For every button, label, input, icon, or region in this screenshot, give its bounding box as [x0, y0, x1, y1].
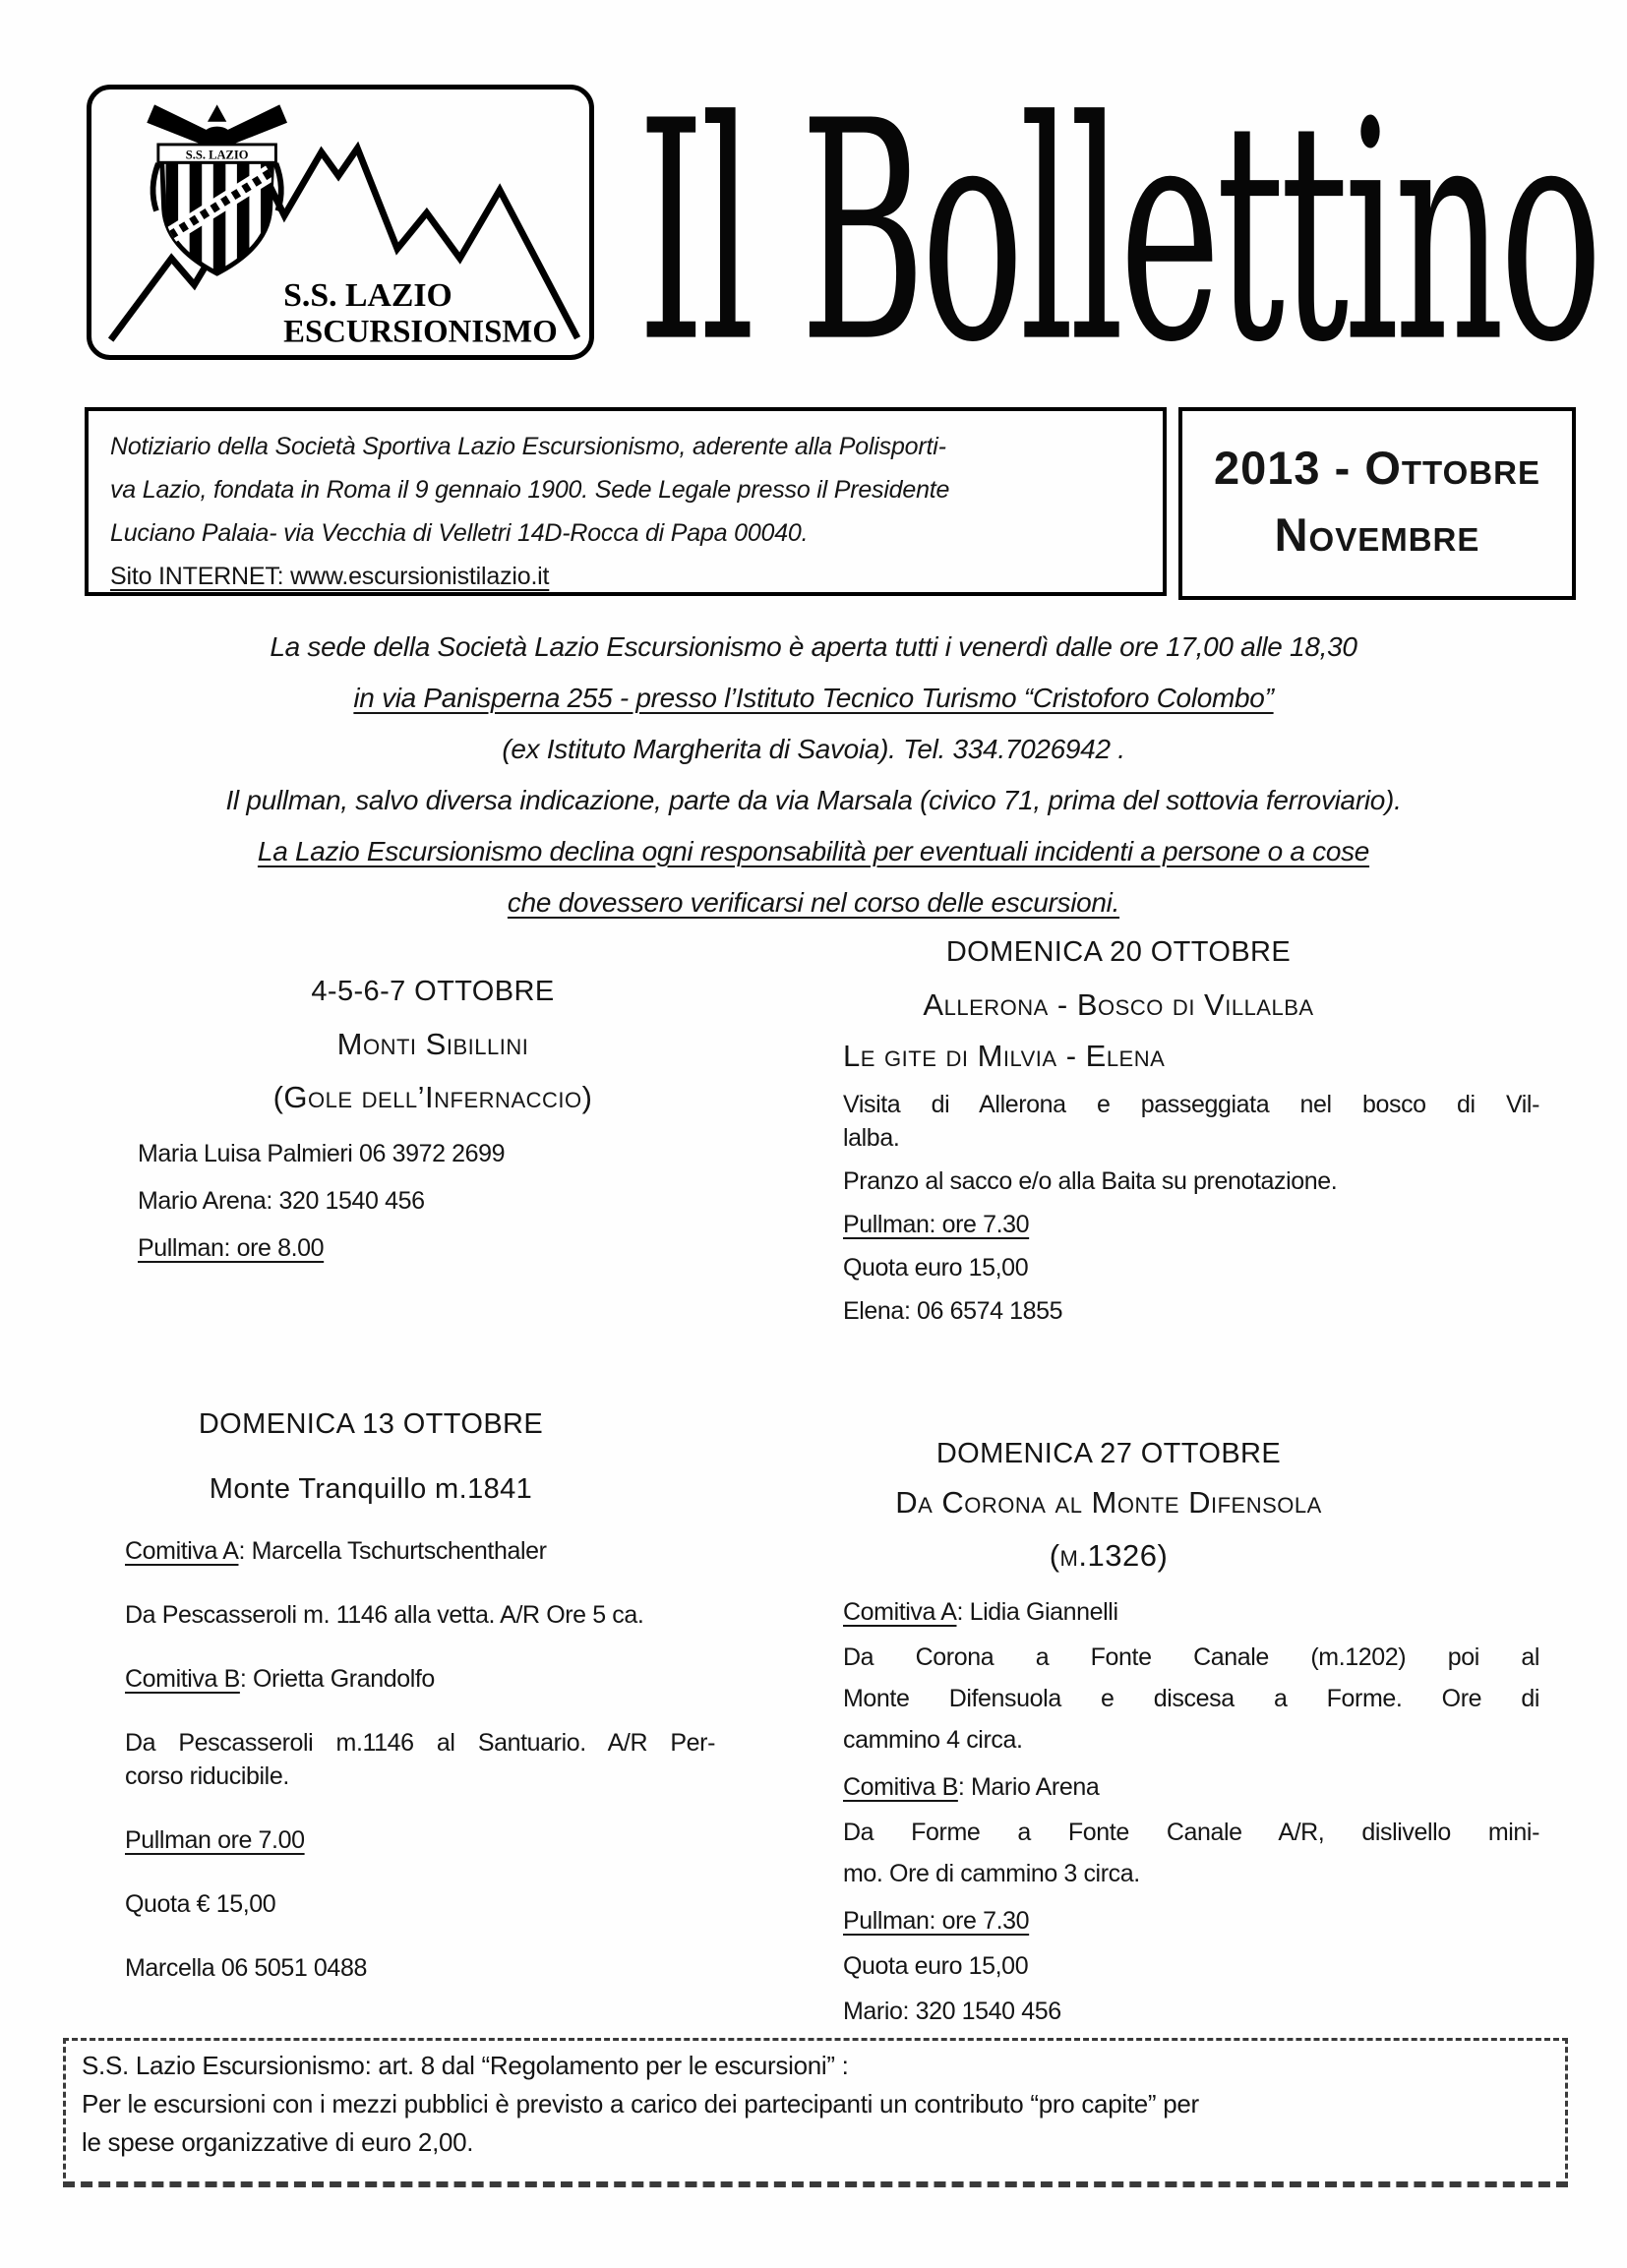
event-destination: Da Corona al Monte Difensola: [895, 1485, 1322, 1520]
event-description-line: lalba.: [843, 1124, 900, 1152]
event-route-line: mo. Ore di cammino 3 circa.: [843, 1860, 1140, 1887]
event-group-b: [125, 1662, 715, 1696]
event-destination-detail: (Gole dell’Infernaccio): [272, 1080, 593, 1114]
event-fee: Quota € 15,00: [125, 1890, 276, 1918]
notice-line: Il pullman, salvo diversa indicazione, parte da via Marsala (civico 71, prima del sottovia ferroviario).: [225, 785, 1402, 815]
left-tassel: [153, 163, 158, 210]
event-date-title: 4-5-6-7 OTTOBRE: [311, 976, 555, 1007]
event-description-line: Visita di Allerona e passeggiata nel bosco di Vil-: [843, 1091, 1539, 1118]
event-oct13: [125, 1404, 715, 1985]
group-leader: : Lidia Giannelli: [956, 1598, 1118, 1626]
masthead-title: Il Bollettino: [637, 57, 1598, 409]
event-description-line: Pranzo al sacco e/o alla Baita su prenotazione.: [843, 1167, 1338, 1195]
event-group-a: [125, 1534, 715, 1568]
event-contact: Marcella 06 5051 0488: [125, 1954, 367, 1982]
regulation-line: Per le escursioni con i mezzi pubblici è previsto a carico dei partecipanti un contributo “pro capite” per: [82, 2089, 1199, 2119]
event-bus-time: Pullman ore 7.00: [125, 1826, 305, 1854]
event-contact: Elena: 06 6574 1855: [843, 1297, 1063, 1325]
notice-line: La Lazio Escursionismo declina ogni responsabilità per eventuali incidenti a persone o a cose: [257, 836, 1370, 866]
opening-notice: [0, 622, 1627, 928]
event-route: Da Pescasseroli m. 1146 alla vetta. A/R Ore 5 ca.: [125, 1601, 644, 1629]
event-bus-time: Pullman: ore 7.30: [843, 1907, 1030, 1935]
publisher-info-box: [85, 407, 1167, 596]
event-route-line: Da Forme a Fonte Canale A/R, dislivello mini-: [843, 1819, 1539, 1846]
website-url: Sito INTERNET: www.escursionistilazio.it: [110, 563, 550, 590]
issue-year-month: 2013 - Ottobre: [1214, 442, 1540, 494]
event-date-title: DOMENICA 27 OTTOBRE: [935, 1438, 1282, 1469]
group-label: Comitiva B: [125, 1665, 240, 1693]
event-bus-time: Pullman: ore 7.30: [843, 1211, 1030, 1238]
logo-club-name-line1: S.S. LAZIO: [283, 276, 452, 314]
event-contact: Mario: 320 1540 456: [843, 1998, 1061, 2025]
group-leader: : Mario Arena: [957, 1773, 1100, 1801]
event-group-b: [843, 1770, 1539, 1804]
shield-icon: [147, 104, 287, 275]
event-bus-time: Pullman: ore 8.00: [138, 1234, 325, 1262]
event-contact: Maria Luisa Palmieri 06 3972 2699: [138, 1140, 506, 1167]
event-route-line: Da Pescasseroli m.1146 al Santuario. A/R Per-: [125, 1729, 715, 1757]
notice-line: La sede della Società Lazio Escursionismo è aperta tutti i venerdì dalle ore 17,00 alle 18,30: [270, 631, 1357, 662]
group-label: Comitiva A: [843, 1598, 957, 1626]
regulation-line: S.S. Lazio Escursionismo: art. 8 dal “Regolamento per le escursioni” :: [82, 2051, 849, 2080]
event-route-line: Da Corona a Fonte Canale (m.1202) poi al: [843, 1643, 1539, 1671]
regulation-line: le spese organizzative di euro 2,00.: [82, 2127, 474, 2157]
event-group-a: [843, 1595, 1539, 1629]
publisher-info-line: va Lazio, fondata in Roma il 9 gennaio 1900. Sede Legale presso il Presidente: [110, 476, 950, 504]
group-label: Comitiva B: [843, 1773, 958, 1801]
event-route-line: corso riducibile.: [125, 1762, 289, 1790]
club-logo-art: [91, 90, 589, 355]
issue-date-box: [1178, 407, 1576, 600]
event-contact: Mario Arena: 320 1540 456: [138, 1187, 425, 1215]
notice-line: che dovessero verificarsi nel corso delle escursioni.: [507, 887, 1120, 918]
event-fee: Quota euro 15,00: [843, 1952, 1029, 1980]
event-destination: Allerona - Bosco di Villalba: [923, 987, 1314, 1022]
group-label: Comitiva A: [125, 1537, 239, 1565]
event-destination: Monte Tranquillo m.1841: [209, 1473, 533, 1505]
event-route-line: cammino 4 circa.: [843, 1726, 1023, 1754]
group-leader: : Marcella Tschurtschenthaler: [238, 1537, 547, 1565]
event-date-title: DOMENICA 13 OTTOBRE: [198, 1408, 544, 1440]
club-logo: [87, 85, 594, 360]
event-date-title: DOMENICA 20 OTTOBRE: [945, 936, 1292, 968]
shield-banner-text: S.S. LAZIO: [185, 148, 249, 162]
event-fee: Quota euro 15,00: [843, 1254, 1029, 1282]
issue-month-2: Novembre: [1274, 508, 1480, 561]
event-destination: Monti Sibillini: [336, 1027, 529, 1061]
regulation-footer-box: [63, 2038, 1568, 2187]
logo-club-name-line2: ESCURSIONISMO: [283, 314, 558, 350]
publisher-info-line: Notiziario della Società Sportiva Lazio Escursionismo, aderente alla Polisporti-: [110, 433, 946, 460]
event-destination-detail: (m.1326): [1049, 1538, 1169, 1573]
event-oct4: [138, 972, 728, 1265]
event-oct20: [843, 932, 1539, 1328]
publisher-info-line: Luciano Palaia- via Vecchia di Velletri 14D-Rocca di Papa 00040.: [110, 519, 809, 547]
event-route-line: Monte Difensuola e discesa a Forme. Ore di: [843, 1685, 1539, 1712]
event-organizers: Le gite di Milvia - Elena: [843, 1039, 1166, 1073]
notice-line: in via Panisperna 255 - presso l’Istituto Tecnico Turismo “Cristoforo Colombo”: [353, 683, 1274, 713]
group-leader: : Orietta Grandolfo: [239, 1665, 435, 1693]
notice-line: (ex Istituto Margherita di Savoia). Tel. 334.7026942 .: [502, 734, 1125, 764]
event-oct27: [843, 1434, 1539, 2028]
